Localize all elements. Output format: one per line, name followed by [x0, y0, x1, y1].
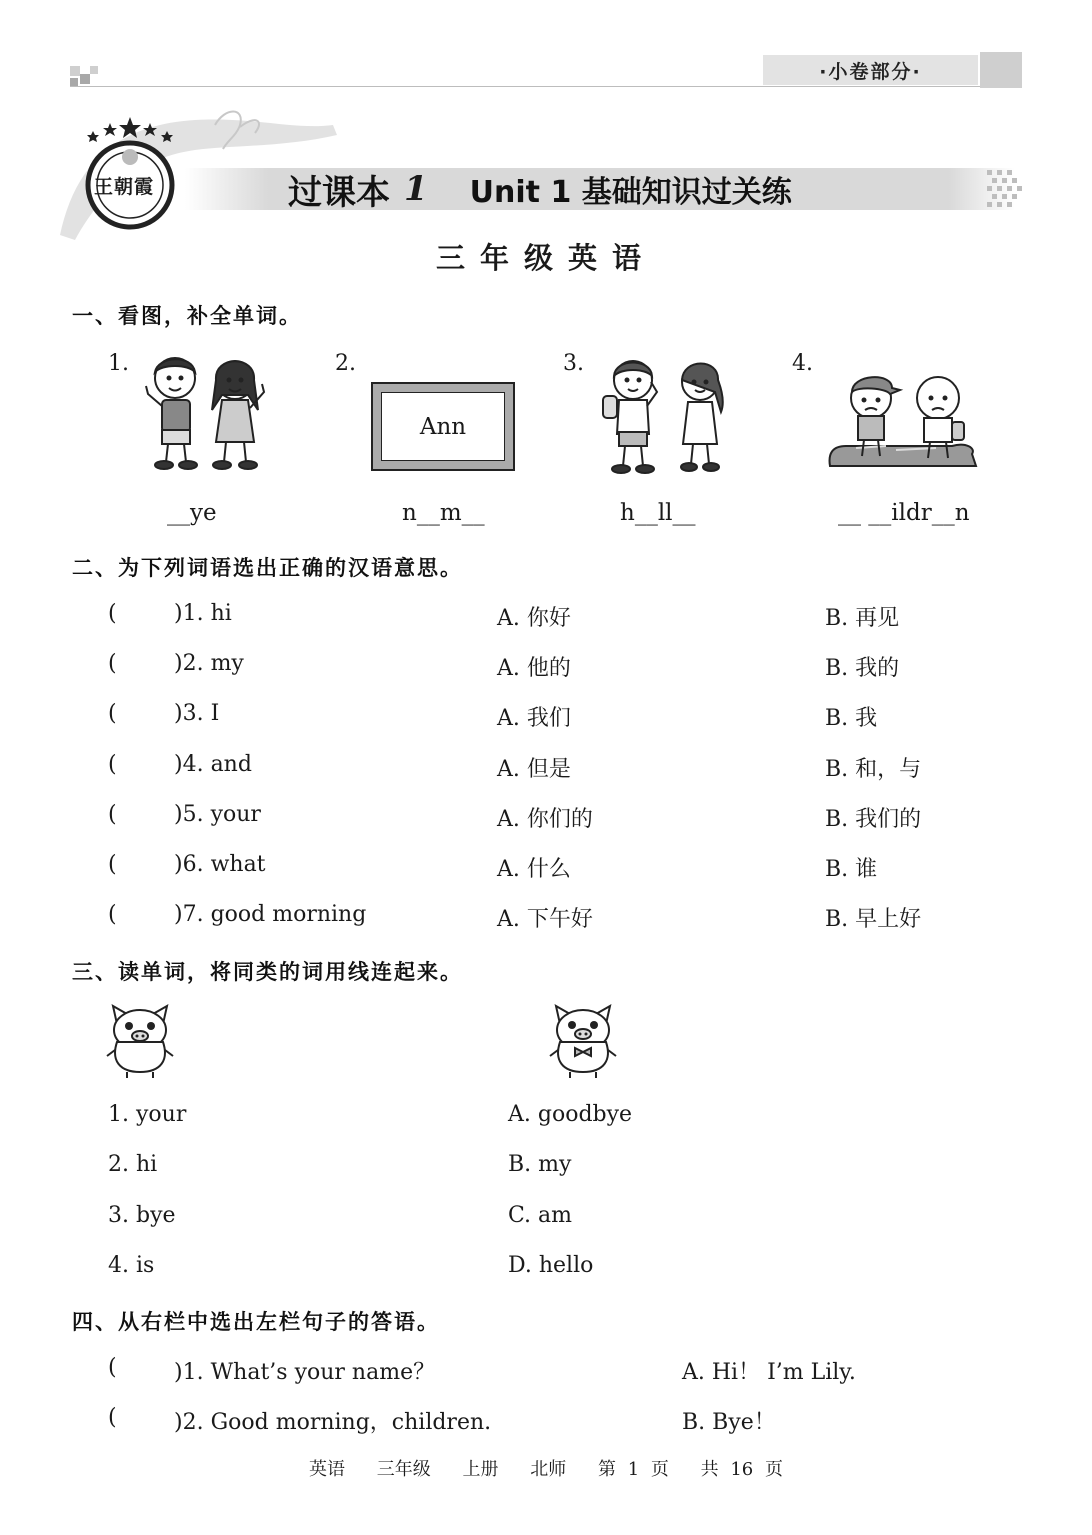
option-b: B. 我们的 — [825, 807, 922, 832]
footer-subject: 英语 — [309, 1459, 346, 1480]
corner-square — [90, 66, 98, 74]
question-word: )4. and — [174, 752, 252, 777]
children-picture — [826, 368, 986, 476]
kids-waving-picture — [140, 350, 270, 475]
match-left-word[interactable]: 2. hi — [108, 1152, 158, 1177]
word-blank-input[interactable]: __ __ildr__n — [838, 500, 970, 526]
match-left-word[interactable]: 4. is — [108, 1253, 155, 1278]
answer-bracket[interactable]: ( — [108, 802, 117, 827]
question-sentence: )1. What’s your name？ — [174, 1360, 436, 1385]
item-number: 2. — [335, 351, 356, 376]
section3-heading: 三、读单词，将同类的词用线连起来。 — [72, 960, 463, 984]
question-word: )3. I — [174, 701, 220, 726]
option-a: A. 他的 — [497, 656, 571, 681]
title-unit: Unit 1 基础知识过关练 — [469, 175, 792, 210]
kids-greeting-picture — [595, 352, 735, 477]
question-word: )1. hi — [174, 601, 232, 626]
answer-bracket[interactable]: ( — [108, 902, 117, 927]
dot-pattern-decoration — [985, 168, 1025, 210]
pig-icon — [105, 1000, 175, 1080]
option-b: B. 我的 — [825, 656, 900, 681]
section1-heading: 一、看图，补全单词。 — [72, 304, 302, 328]
question-word: )5. your — [174, 802, 261, 827]
answer-bracket[interactable]: ( — [108, 701, 117, 726]
option-b: B. 早上好 — [825, 907, 922, 932]
option-a: A. 下午好 — [497, 907, 593, 932]
match-right-word[interactable]: D. hello — [508, 1253, 594, 1278]
footer-edition: 北师 — [530, 1459, 567, 1480]
option-a: A. 什么 — [497, 857, 571, 882]
header-rule — [70, 86, 1022, 87]
option-b: B. 再见 — [825, 606, 900, 631]
footer-total: 共 16 页 — [700, 1459, 783, 1480]
footer-page: 第 1 页 — [597, 1459, 669, 1480]
corner-square — [70, 78, 78, 86]
question-word: )6. what — [174, 852, 266, 877]
match-right-word[interactable]: B. my — [508, 1152, 572, 1177]
name-card-frame — [371, 382, 515, 471]
page-footer — [0, 1455, 1092, 1481]
answer-bracket[interactable]: ( — [108, 1405, 117, 1430]
question-word: )7. good morning — [174, 902, 367, 927]
match-right-word[interactable]: A. goodbye — [508, 1102, 633, 1127]
title-cn: 过课本 — [288, 172, 390, 213]
option-b: B. 谁 — [825, 857, 878, 882]
answer-bracket[interactable]: ( — [108, 601, 117, 626]
footer-grade: 三年级 — [376, 1459, 431, 1480]
page-title — [288, 166, 792, 212]
match-right-word[interactable]: C. am — [508, 1203, 573, 1228]
match-left-word[interactable]: 1. your — [108, 1102, 187, 1127]
section-tag: ·小卷部分· — [763, 55, 978, 85]
question-sentence: )2. Good morning，children. — [174, 1410, 492, 1435]
answer-bracket[interactable]: ( — [108, 1355, 117, 1380]
corner-square — [70, 66, 80, 76]
logo-text: 王朝霞 — [94, 176, 155, 198]
answer-bracket[interactable]: ( — [108, 752, 117, 777]
section4-heading: 四、从右栏中选出左栏句子的答语。 — [72, 1310, 440, 1334]
question-word: )2. my — [174, 651, 244, 676]
item-number: 4. — [792, 351, 813, 376]
option-a: A. 我们 — [497, 706, 571, 731]
answer-bracket[interactable]: ( — [108, 852, 117, 877]
name-card-inner — [381, 392, 505, 461]
option-b: B. 和，与 — [825, 757, 922, 782]
title-number: 1 — [404, 169, 428, 209]
word-blank-input[interactable]: h__ll__ — [620, 500, 696, 526]
word-blank-input[interactable]: __ye — [167, 500, 217, 526]
answer-bracket[interactable]: ( — [108, 651, 117, 676]
option-a: A. 你们的 — [497, 807, 593, 832]
option-a: A. 你好 — [497, 606, 571, 631]
pig-with-bow-icon — [548, 1000, 618, 1080]
answer-option: A. Hi！ I’m Lily. — [682, 1360, 856, 1385]
footer-volume: 上册 — [462, 1459, 499, 1480]
corner-square — [80, 74, 90, 84]
answer-option: B. Bye！ — [682, 1410, 776, 1435]
match-left-word[interactable]: 3. bye — [108, 1203, 176, 1228]
name-card-text: Ann — [419, 413, 467, 440]
tag-side-block — [980, 52, 1022, 88]
subtitle: 三年级英语 — [435, 241, 656, 275]
item-number: 3. — [563, 351, 584, 376]
option-a: A. 但是 — [497, 757, 571, 782]
section2-heading: 二、为下列词语选出正确的汉语意思。 — [72, 556, 463, 580]
option-b: B. 我 — [825, 706, 878, 731]
item-number: 1. — [108, 351, 129, 376]
word-blank-input[interactable]: n__m__ — [402, 500, 485, 526]
